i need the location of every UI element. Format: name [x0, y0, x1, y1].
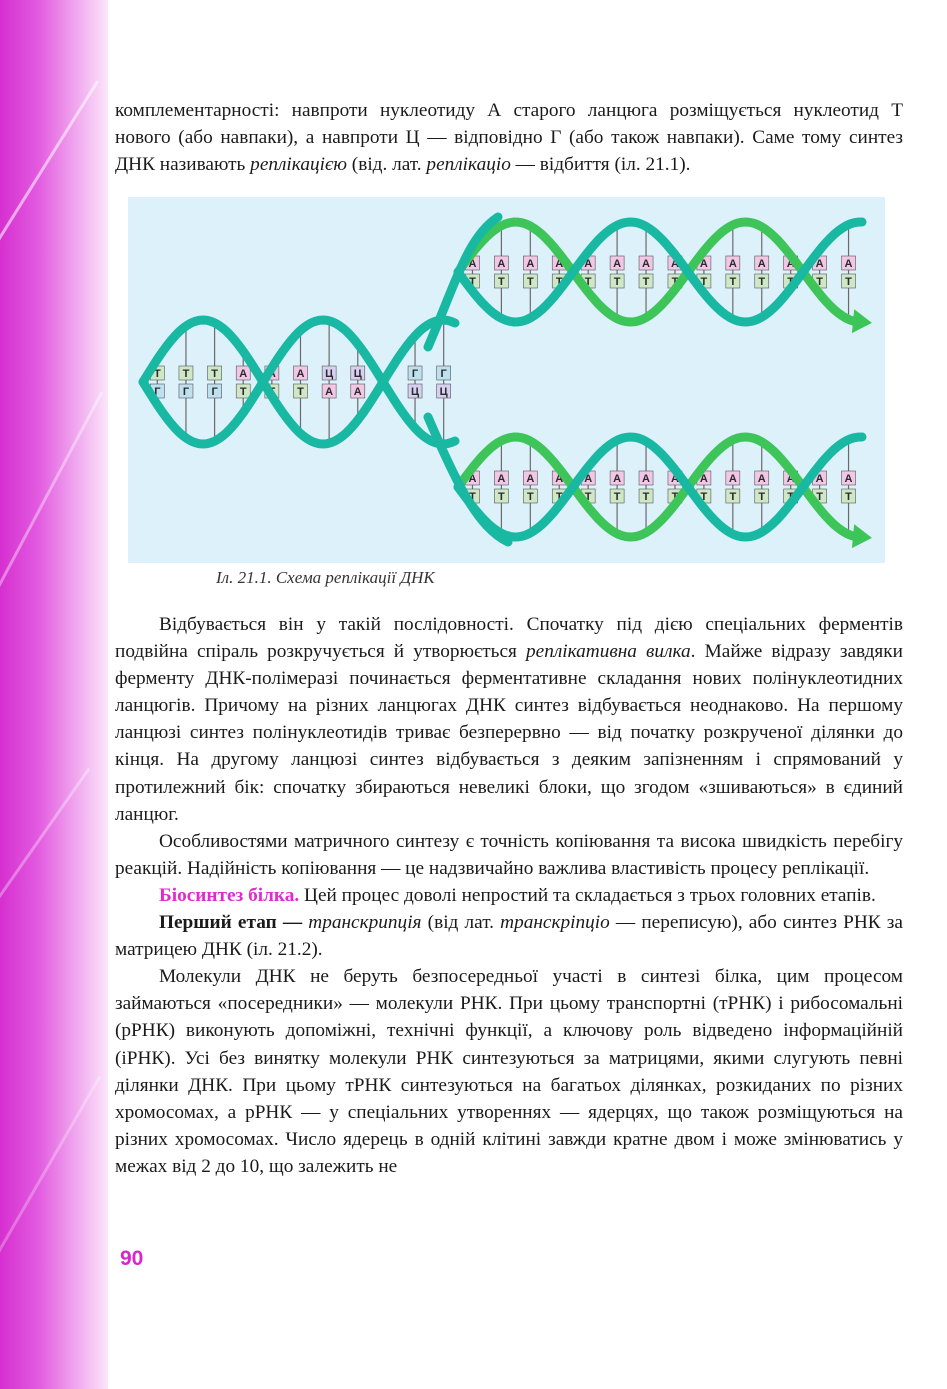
nucleotide-letter: Т	[469, 491, 476, 503]
nucleotide-letter: Т	[211, 368, 218, 380]
decorative-side-band	[0, 0, 108, 1389]
nucleotide-letter: А	[844, 258, 853, 270]
nucleotide-letter: А	[815, 473, 824, 485]
page-number: 90	[120, 1247, 144, 1270]
nucleotide-letter: Т	[498, 276, 505, 288]
nucleotide-letter: А	[584, 258, 593, 270]
nucleotide-letter: Г	[411, 368, 419, 380]
synthesis-direction-arrow	[852, 524, 872, 548]
nucleotide-letter: А	[613, 258, 622, 270]
nucleotide-letter: А	[497, 258, 506, 270]
nucleotide-letter: Т	[555, 276, 563, 288]
nucleotide-letter: А	[728, 258, 737, 270]
nucleotide-letter: Т	[845, 276, 852, 288]
nucleotide-letter: Т	[758, 276, 766, 288]
nucleotide-letter: А	[844, 473, 853, 485]
nucleotide-letter: Т	[239, 386, 247, 398]
nucleotide-letter: Т	[758, 491, 766, 503]
nucleotide-letter: Т	[729, 276, 737, 288]
lower-daughter-helix	[458, 437, 872, 548]
paragraph-transcription: Перший етап — транскрипція (від лат. транскріпціо — переписую), або синтез РНК за матрицею ДНК (іл. 21.2).	[115, 912, 903, 961]
nucleotide-letter: А	[497, 473, 506, 485]
nucleotide-letter: А	[267, 368, 276, 380]
nucleotide-letter: А	[555, 473, 564, 485]
nucleotide-letter: А	[353, 386, 362, 398]
nucleotide-letter: Г	[154, 386, 161, 398]
nucleotide-letter: Т	[526, 491, 534, 503]
paragraph-rna-molecules: Молекули ДНК не беруть безпосередньої участі в синтезі білка, цим процесом займаються «посередники» — молекули РНК. При цьому транспортні (тРНК) і рибосомальні (рРНК) виконують допоміжні, технічні функції, а ключову роль відведено інформаційній (іРНК). Усі без винятку молекули РНК синтезуються за матрицями, якими слугують певні ділянки ДНК. При цьому тРНК синтезуються на багатьох ділянках, розкиданих по різних хромосомах, а рРНК — у спеціальних утвореннях — ядерцях, що також розміщуються на різних хромосомах. Число ядерець в одній клітині завжди кратне двом і може змінюватись у межах від 2 до 10, що залежить не	[115, 966, 903, 1177]
nucleotide-letter: А	[786, 258, 795, 270]
synthesis-direction-arrow	[852, 309, 872, 333]
nucleotide-letter: А	[670, 473, 679, 485]
nucleotide-letter: Т	[268, 386, 276, 398]
nucleotide-letter: А	[670, 258, 679, 270]
nucleotide-letter: А	[699, 473, 708, 485]
figure-caption: Іл. 21.1. Схема реплікації ДНК	[216, 568, 435, 587]
intro-paragraph: комплементарності: навпроти нуклеотиду А старого ланцюга розміщується нуклеотид Т нового (або навпаки), а навпроти Ц — відповідно Г (або також навпаки). Саме тому синтез ДНК називають реплікацією (від. лат. реплікаціо — відбиття (іл. 21.1).	[115, 100, 903, 176]
nucleotide-letter: А	[526, 473, 535, 485]
nucleotide-letter: Т	[787, 276, 795, 288]
nucleotide-letter: Т	[153, 368, 161, 380]
nucleotide-letter: Т	[584, 491, 592, 503]
nucleotide-letter: Т	[700, 276, 708, 288]
nucleotide-letter: А	[757, 258, 766, 270]
nucleotide-letter: Т	[182, 368, 190, 380]
nucleotide-letter: Т	[526, 276, 534, 288]
nucleotide-letter: Т	[613, 276, 621, 288]
dna-replication-figure	[128, 197, 885, 563]
nucleotide-letter: А	[468, 258, 477, 270]
nucleotide-letter: Т	[816, 491, 823, 503]
nucleotide-letter: А	[642, 473, 651, 485]
nucleotide-letter: А	[786, 473, 795, 485]
nucleotide-letter: Т	[816, 276, 823, 288]
paragraph-replication-sequence: Відбувається він у такій послідовності. Спочатку під дією спеціальних ферментів подвійна спіраль розкручується й утворюється реплікативна вилка. Майже відразу завдяки ферменту ДНК-полімеразі починається ферментативне складання нових полінуклеотидних ланцюгів. Причому на різних ланцюгах ДНК синтез відбувається неоднаково. На першому ланцюзі синтез полінуклеотидів триває безперервно — від початку розкрученої ділянки до кінця. На другому ланцюзі синтез відбувається з деяким запізненням і спрямований у протилежний бік: спочатку збираються невеликі блоки, що згодом «зшиваються» в єдиний ланцюг.	[115, 614, 903, 825]
nucleotide-letter: Т	[642, 491, 650, 503]
paragraph-protein-biosynthesis: Біосинтез білка. Цей процес доволі непростий та складається з трьох головних етапів.	[159, 884, 876, 906]
nucleotide-letter: Г	[440, 368, 447, 380]
nucleotide-letter: Т	[671, 276, 679, 288]
section-heading-biosynthesis: Біосинтез білка.	[159, 884, 300, 906]
nucleotide-letter: Т	[584, 276, 592, 288]
intro-text	[115, 97, 903, 178]
nucleotide-letter: А	[555, 258, 564, 270]
nucleotide-letter: А	[613, 473, 622, 485]
upper-daughter-helix	[458, 222, 872, 333]
main-text	[115, 611, 903, 1180]
nucleotide-letter: Т	[729, 491, 737, 503]
nucleotide-letter: А	[325, 386, 334, 398]
nucleotide-letter: А	[239, 368, 248, 380]
nucleotide-letter: Ц	[325, 368, 334, 380]
nucleotide-letter: Т	[642, 276, 650, 288]
nucleotide-letter: Т	[469, 276, 476, 288]
nucleotide-letter: Ц	[439, 386, 448, 398]
nucleotide-letter: Г	[182, 386, 190, 398]
paragraph-matrix-synthesis: Особливостями матричного синтезу є точність копіювання та висока швидкість перебігу реакцій. Надійність копіювання — це надзвичайно важлива властивість процесу реплікації.	[115, 830, 903, 879]
nucleotide-letter: А	[757, 473, 766, 485]
nucleotide-letter: Ц	[411, 386, 420, 398]
nucleotide-letter: Ц	[353, 368, 362, 380]
nucleotide-letter: Т	[671, 491, 679, 503]
nucleotide-letter: А	[728, 473, 737, 485]
nucleotide-letter: А	[526, 258, 535, 270]
nucleotide-letter: Т	[700, 491, 708, 503]
dna-replication-diagram	[128, 197, 885, 563]
nucleotide-letter: Т	[555, 491, 563, 503]
parent-double-helix	[143, 320, 455, 444]
nucleotide-letter: Т	[498, 491, 505, 503]
nucleotide-letter: А	[699, 258, 708, 270]
nucleotide-letter: А	[584, 473, 593, 485]
nucleotide-letter: А	[468, 473, 477, 485]
nucleotide-letter: Т	[613, 491, 621, 503]
nucleotide-letter: Г	[211, 386, 218, 398]
nucleotide-letter: Т	[297, 386, 304, 398]
nucleotide-letter: А	[296, 368, 305, 380]
nucleotide-letter: А	[642, 258, 651, 270]
nucleotide-letter: Т	[845, 491, 852, 503]
nucleotide-letter: Т	[787, 491, 795, 503]
nucleotide-letter: А	[815, 258, 824, 270]
